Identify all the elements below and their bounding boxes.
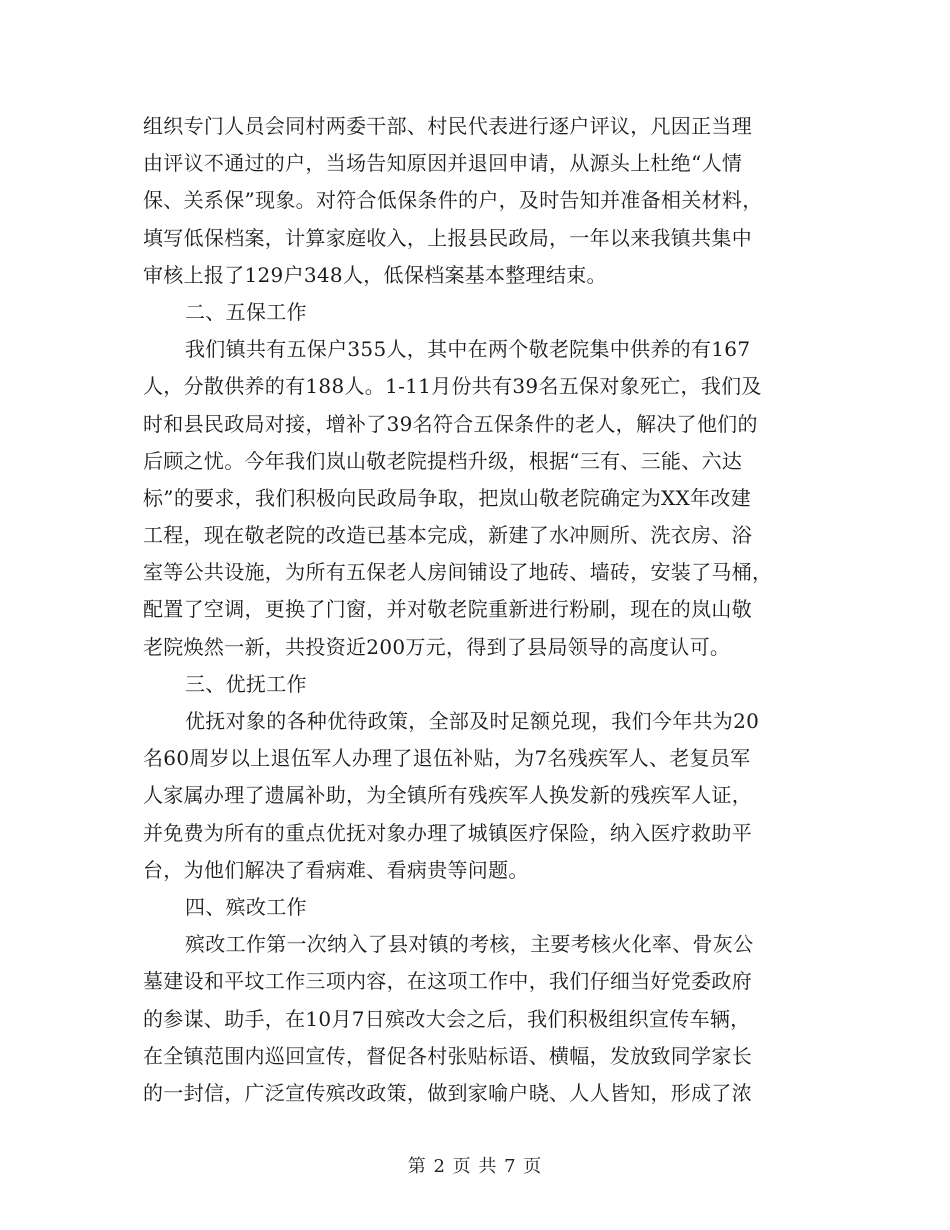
text-line: 并免费为所有的重点优抚对象办理了城镇医疗保险，纳入医疗救助平	[143, 820, 752, 845]
text-line: 台，为他们解决了看病难、看病贵等问题。	[143, 857, 529, 882]
section-heading: 四、殡改工作	[185, 894, 307, 919]
text-line: 保、关系保”现象。对符合低保条件的户，及时告知并准备相关材料，	[143, 188, 763, 213]
text-line: 填写低保档案，计算家庭收入，上报县民政局，一年以来我镇共集中	[143, 225, 752, 250]
text-line: 人，分散供养的有188人。1-11月份共有39名五保对象死亡，我们及	[143, 374, 762, 399]
text-line: 由评议不通过的户，当场告知原因并退回申请，从源头上杜绝“人情	[143, 151, 743, 176]
text-line: 优抚对象的各种优待政策，全部及时足额兑现，我们今年共为20	[185, 709, 760, 733]
text-line: 老院焕然一新，共投资近200万元，得到了县局领导的高度认可。	[143, 634, 731, 659]
text-line: 标”的要求，我们积极向民政局争取，把岚山敬老院确定为XX年改建	[143, 485, 752, 510]
page-number-footer: 第 2 页 共 7 页	[407, 1156, 543, 1177]
text-line: 配置了空调，更换了门窗，并对敬老院重新进行粉刷，现在的岚山敬	[143, 597, 752, 622]
text-line: 后顾之忧。今年我们岚山敬老院提档升级，根据“三有、三能、六达	[143, 448, 743, 473]
text-line: 在全镇范围内巡回宣传，督促各村张贴标语、横幅，发放致同学家长	[143, 1043, 752, 1068]
section-heading: 二、五保工作	[185, 299, 307, 324]
document-body	[143, 108, 807, 1112]
text-line: 审核上报了129户348人，低保档案基本整理结束。	[143, 262, 607, 287]
text-line: 工程，现在敬老院的改造已基本完成，新建了水冲厕所、洗衣房、浴	[143, 523, 752, 548]
text-line: 人家属办理了遗属补助，为全镇所有残疾军人换发新的残疾军人证，	[143, 783, 752, 808]
section-heading: 三、优抚工作	[185, 671, 307, 696]
text-line: 我们镇共有五保户355人，其中在两个敬老院集中供养的有167	[185, 337, 751, 362]
text-line: 室等公共设施，为所有五保老人房间铺设了地砖、墙砖，安装了马桶，	[143, 560, 773, 585]
text-line: 组织专门人员会同村两委干部、村民代表进行逐户评议，凡因正当理	[143, 114, 752, 138]
text-line: 的参谋、助手，在10月7日殡改大会之后，我们积极组织宣传车辆，	[143, 1006, 751, 1031]
text-line: 的一封信，广泛宣传殡改政策，做到家喻户晓、人人皆知，形成了浓	[143, 1080, 752, 1105]
text-line: 墓建设和平坟工作三项内容，在这项工作中，我们仔细当好党委政府	[143, 969, 752, 994]
text-line: 名60周岁以上退伍军人办理了退伍补贴，为7名残疾军人、老复员军	[143, 746, 751, 771]
text-line: 时和县民政局对接，增补了39名符合五保条件的老人，解决了他们的	[143, 411, 758, 436]
text-line: 殡改工作第一次纳入了县对镇的考核，主要考核火化率、骨灰公	[185, 932, 754, 957]
